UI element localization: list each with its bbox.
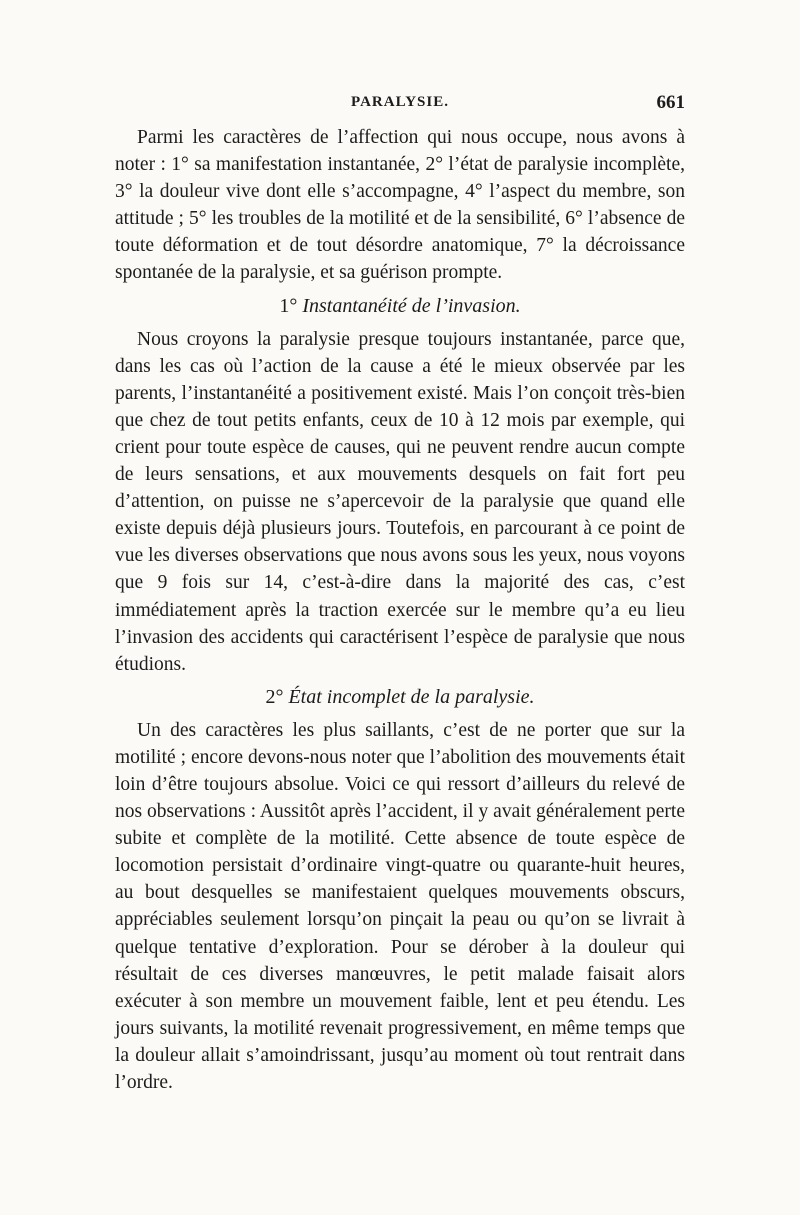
page-header xyxy=(115,94,685,122)
section-heading-1 xyxy=(115,293,685,320)
page-number: 661 xyxy=(656,92,685,113)
paragraph-invasion: Nous croyons la paralysie presque toujours instantanée, parce que, dans les cas où l’action de la cause a été le mieux observée par les parents, l’instantanéité a positivement existé. Mais l’on conçoit très-bien que chez de tout petits enfants, ceux de 10 à 12 mois par exemple, qui crient pour toute espèce de causes, qui ne peuvent rendre aucun compte de leurs sensations, et aux mouvements desquels on fait fort peu d’attention, on puisse ne s’apercevoir de la paralysie que quand elle existe depuis déjà plusieurs jours. Toutefois, en parcourant à ce point de vue les diverses observations que nous avons sous les yeux, nous voyons que 9 fois sur 14, c’est-à-dire dans la majorité des cas, c’est immédiatement après la traction exercée sur le membre qu’a eu lieu l’invasion des accidents qui caractérisent l’espèce de paralysie que nous étudions. xyxy=(115,328,685,675)
page-body xyxy=(115,124,685,1096)
running-title: PARALYSIE. xyxy=(351,94,449,110)
section-heading-1-title: Instantanéité de l’invasion. xyxy=(302,294,521,317)
section-heading-2 xyxy=(115,684,685,711)
section-heading-2-title: État incomplet de la paralysie. xyxy=(288,685,535,708)
section-heading-2-number: 2° xyxy=(265,685,284,708)
section-heading-1-number: 1° xyxy=(279,294,298,317)
paragraph-paralysis: Un des caractères les plus saillants, c’est de ne porter que sur la motilité ; encore devons-nous noter que l’abolition des mouvements était loin d’être toujours absolue. Voici ce qui ressort d’ailleurs du relevé de nos observations : Aussitôt après l’accident, il y avait généralement perte subite et complète de la motilité. Cette absence de toute espèce de locomotion persistait d’ordinaire vingt-quatre ou quarante-huit heures, au bout desquelles se manifestaient quelques mouvements obscurs, appréciables seulement lorsqu’on pinçait la peau ou qu’on se livrait à quelque tentative d’exploration. Pour se dérober à la douleur qui résultait de ces diverses manœuvres, le petit malade faisait alors exécuter à son membre un mouvement faible, lent et peu étendu. Les jours suivants, la motilité revenait progressivement, en même temps que la douleur allait s’amoindrissant, jusqu’au moment où tout rentrait dans l’ordre. xyxy=(115,719,685,1093)
paragraph-intro: Parmi les caractères de l’affection qui nous occupe, nous avons à noter : 1° sa manifestation instantanée, 2° l’état de paralysie incomplète, 3° la douleur vive dont elle s’accompagne, 4° l’aspect du membre, son attitude ; 5° les troubles de la motilité et de la sensibilité, 6° l’absence de toute déformation et de tout désordre anatomique, 7° la décroissance spontanée de la paralysie, et sa guérison prompte. xyxy=(115,127,685,284)
